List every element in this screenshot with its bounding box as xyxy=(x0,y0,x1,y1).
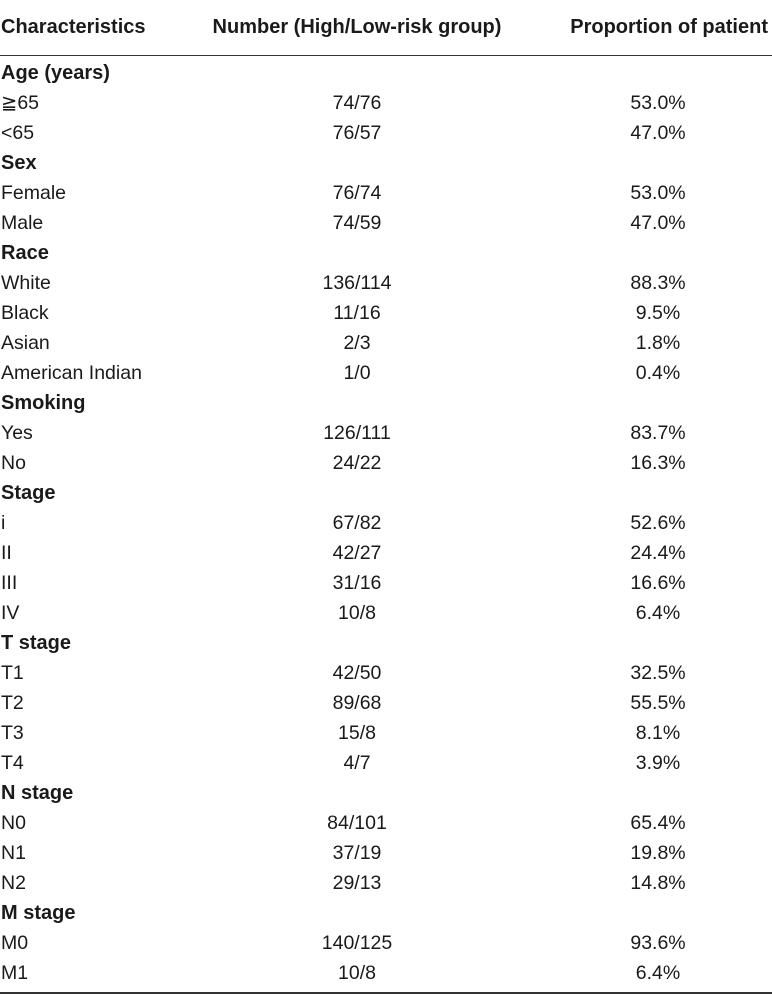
section-header-row xyxy=(0,898,772,928)
row-label: IV xyxy=(1,601,20,624)
row-proportion: 52.6% xyxy=(630,511,686,534)
row-label: White xyxy=(1,271,51,294)
row-number: 67/82 xyxy=(332,511,382,534)
row-proportion: 3.9% xyxy=(635,751,681,774)
row-proportion: 14.8% xyxy=(630,871,686,894)
header-proportion: Proportion of patient xyxy=(538,0,772,56)
row-proportion: 32.5% xyxy=(630,661,686,684)
table-row xyxy=(0,868,772,898)
row-proportion: 47.0% xyxy=(630,211,686,234)
row-proportion: 16.3% xyxy=(630,451,686,474)
row-number: 15/8 xyxy=(338,721,376,744)
row-label: Black xyxy=(1,301,49,324)
table-row xyxy=(0,538,772,568)
header-number: Number (High/Low-risk group) xyxy=(176,0,538,56)
row-label: II xyxy=(1,541,12,564)
row-number: 140/125 xyxy=(321,931,393,954)
row-number: 4/7 xyxy=(343,751,371,774)
row-number: 2/3 xyxy=(343,331,371,354)
row-number: 31/16 xyxy=(332,571,382,594)
section-title: Age (years) xyxy=(1,61,110,84)
table-row xyxy=(0,508,772,538)
row-label: i xyxy=(1,511,6,534)
row-label: M1 xyxy=(1,961,29,984)
section-title: N stage xyxy=(1,781,74,804)
table-row xyxy=(0,838,772,868)
row-number: 76/74 xyxy=(332,181,382,204)
section-title: Race xyxy=(1,241,49,264)
table-row xyxy=(0,808,772,838)
table-row xyxy=(0,568,772,598)
row-label: T1 xyxy=(1,661,24,684)
table-row xyxy=(0,448,772,478)
row-number: 74/76 xyxy=(332,91,382,114)
row-proportion: 8.1% xyxy=(635,721,681,744)
table-row xyxy=(0,298,772,328)
section-title: Smoking xyxy=(1,391,86,414)
row-label: III xyxy=(1,571,18,594)
table-row xyxy=(0,88,772,118)
row-label: M0 xyxy=(1,931,29,954)
table-row xyxy=(0,418,772,448)
section-title: Sex xyxy=(1,151,37,174)
section-header-row xyxy=(0,56,772,89)
table-row xyxy=(0,358,772,388)
table-row xyxy=(0,178,772,208)
row-label: N1 xyxy=(1,841,26,864)
row-proportion: 6.4% xyxy=(635,961,681,984)
row-label: T3 xyxy=(1,721,24,744)
row-label: T2 xyxy=(1,691,24,714)
table-row xyxy=(0,208,772,238)
row-proportion: 53.0% xyxy=(630,91,686,114)
row-number: 29/13 xyxy=(332,871,382,894)
row-number: 11/16 xyxy=(333,301,381,324)
row-number: 74/59 xyxy=(332,211,382,234)
section-title: M stage xyxy=(1,901,76,924)
row-label: Yes xyxy=(1,421,33,444)
row-label: <65 xyxy=(1,121,35,144)
row-label: Male xyxy=(1,211,44,234)
row-proportion: 1.8% xyxy=(635,331,681,354)
header-characteristics: Characteristics xyxy=(0,0,176,56)
row-proportion: 88.3% xyxy=(630,271,686,294)
table-row xyxy=(0,958,772,988)
header-row xyxy=(0,0,772,56)
row-proportion: 83.7% xyxy=(630,421,686,444)
section-header-row xyxy=(0,388,772,418)
table-row xyxy=(0,928,772,958)
table-row xyxy=(0,688,772,718)
section-title: T stage xyxy=(1,631,72,654)
row-proportion: 24.4% xyxy=(630,541,686,564)
section-header-row xyxy=(0,778,772,808)
table-row xyxy=(0,748,772,778)
row-label: T4 xyxy=(1,751,24,774)
table-body xyxy=(0,56,772,989)
row-number: 76/57 xyxy=(332,121,382,144)
row-number: 89/68 xyxy=(332,691,382,714)
section-header-row xyxy=(0,478,772,508)
table-row xyxy=(0,328,772,358)
row-number: 37/19 xyxy=(332,841,382,864)
row-label: American Indian xyxy=(1,361,142,384)
row-number: 1/0 xyxy=(343,361,371,384)
section-title: Stage xyxy=(1,481,56,504)
row-number: 42/27 xyxy=(332,541,382,564)
table-row xyxy=(0,268,772,298)
row-proportion: 6.4% xyxy=(635,601,681,624)
table-row xyxy=(0,718,772,748)
section-header-row xyxy=(0,238,772,268)
row-label: ≧65 xyxy=(1,92,40,114)
row-number: 10/8 xyxy=(338,601,376,624)
table-row xyxy=(0,658,772,688)
section-header-row xyxy=(0,148,772,178)
table-header xyxy=(0,0,772,56)
row-label: N2 xyxy=(1,871,26,894)
row-proportion: 19.8% xyxy=(630,841,686,864)
section-header-row xyxy=(0,628,772,658)
row-proportion: 9.5% xyxy=(635,301,681,324)
row-number: 10/8 xyxy=(338,961,376,984)
row-label: No xyxy=(1,451,26,474)
row-number: 42/50 xyxy=(332,661,382,684)
row-label: N0 xyxy=(1,811,26,834)
row-number: 136/114 xyxy=(322,271,392,294)
row-proportion: 47.0% xyxy=(630,121,686,144)
row-label: Female xyxy=(1,181,67,204)
table-row xyxy=(0,118,772,148)
row-proportion: 55.5% xyxy=(630,691,686,714)
row-proportion: 0.4% xyxy=(635,361,681,384)
row-number: 126/111 xyxy=(323,421,391,444)
table-bottom-rule xyxy=(0,992,772,994)
row-number: 24/22 xyxy=(332,451,382,474)
row-number: 84/101 xyxy=(327,811,387,834)
row-label: Asian xyxy=(1,331,50,354)
row-proportion: 65.4% xyxy=(630,811,686,834)
table-row xyxy=(0,598,772,628)
row-proportion: 93.6% xyxy=(630,931,686,954)
row-proportion: 53.0% xyxy=(630,181,686,204)
row-proportion: 16.6% xyxy=(630,571,686,594)
